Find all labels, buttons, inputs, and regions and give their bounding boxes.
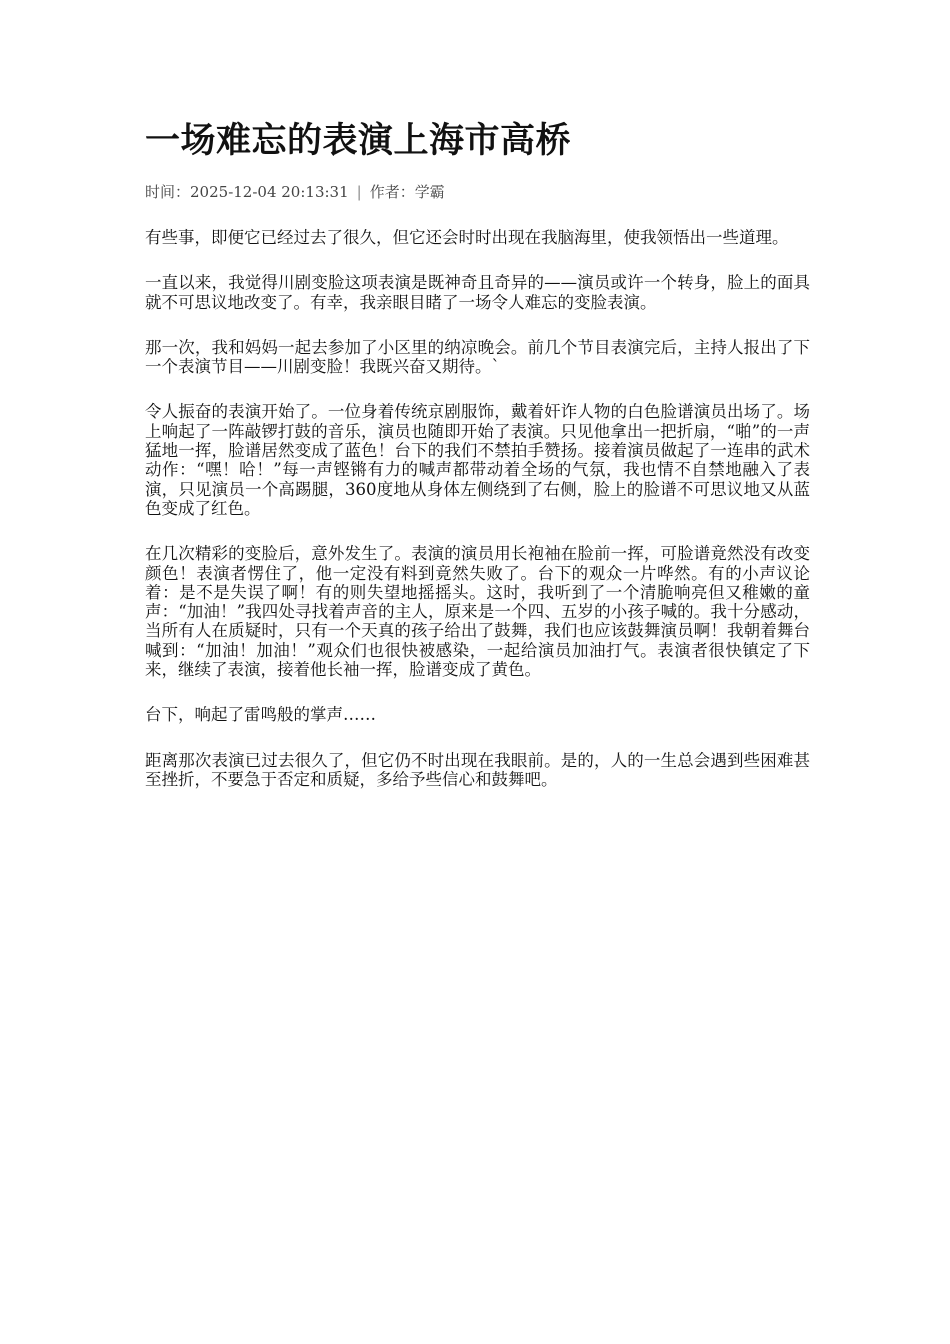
- paragraph-7: 距离那次表演已过去很久了，但它仍不时出现在我眼前。是的，人的一生总会遇到些困难甚至挫折，不要急于否定和质疑，多给予些信心和鼓舞吧。: [145, 750, 810, 789]
- paragraph-1: 有些事，即便它已经过去了很久，但它还会时时出现在我脑海里，使我领悟出一些道理。: [145, 228, 789, 247]
- paragraph-6: 台下，响起了雷鸣般的掌声……: [145, 705, 376, 725]
- article-title: 一场难忘的表演上海市高桥: [145, 120, 572, 161]
- paragraph-2: 一直以来，我觉得川剧变脸这项表演是既神奇且奇异的——演员或许一个转身，脸上的面具就不可思议地改变了。有幸，我亲眼目睹了一场令人难忘的变脸表演。: [145, 273, 810, 312]
- author-label: 作者：: [369, 183, 415, 201]
- article: [145, 118, 810, 815]
- paragraph-5: 在几次精彩的变脸后，意外发生了。表演的演员用长袍袖在脸前一挥，可脸谱竟然没有改变颜色！表演者愣住了，他一定没有料到竟然失败了。台下的观众一片哗然。有的小声议论着：是不是失误了啊！有的则失望地摇摇头。这时，我听到了一个清脆响亮但又稚嫩的童声：“加油！”我四处寻找着声音的主人，原来是一个四、五岁的小孩子喊的。我十分感动，当所有人在质疑时，只有一个天真的孩子给出了鼓舞，我们也应该鼓舞演员啊！我朝着舞台喊到：“加油！加油！”观众们也很快被感染，一起给演员加油打气。表演者很快镇定了下来，继续了表演，接着他长袖一挥，脸谱变成了黄色。: [145, 544, 810, 680]
- author-value: 学霸: [414, 183, 445, 201]
- meta-separator: |: [356, 183, 362, 201]
- article-body: [145, 228, 810, 789]
- paragraph-3: 那一次，我和妈妈一起去参加了小区里的纳凉晚会。前几个节目表演完后，主持人报出了下一个表演节目——川剧变脸！我既兴奋又期待。`: [145, 337, 810, 377]
- paragraph-4: 令人振奋的表演开始了。一位身着传统京剧服饰，戴着奸诈人物的白色脸谱演员出场了。场上响起了一阵敲锣打鼓的音乐，演员也随即开始了表演。只见他拿出一把折扇，“啪”的一声猛地一挥，脸谱居然变成了蓝色！台下的我们不禁拍手赞扬。接着演员做起了一连串的武术动作：“嘿！哈！”每一声铿锵有力的喊声都带动着全场的气氛，我也情不自禁地融入了表演，只见演员一个高踢腿，360度地从身体左侧绕到了右侧，脸上的脸谱不可思议地又从蓝色变成了红色。: [145, 402, 810, 518]
- time-label: 时间：: [145, 183, 191, 201]
- time-value: 2025-12-04 20:13:31: [190, 183, 349, 201]
- article-meta: [145, 182, 810, 202]
